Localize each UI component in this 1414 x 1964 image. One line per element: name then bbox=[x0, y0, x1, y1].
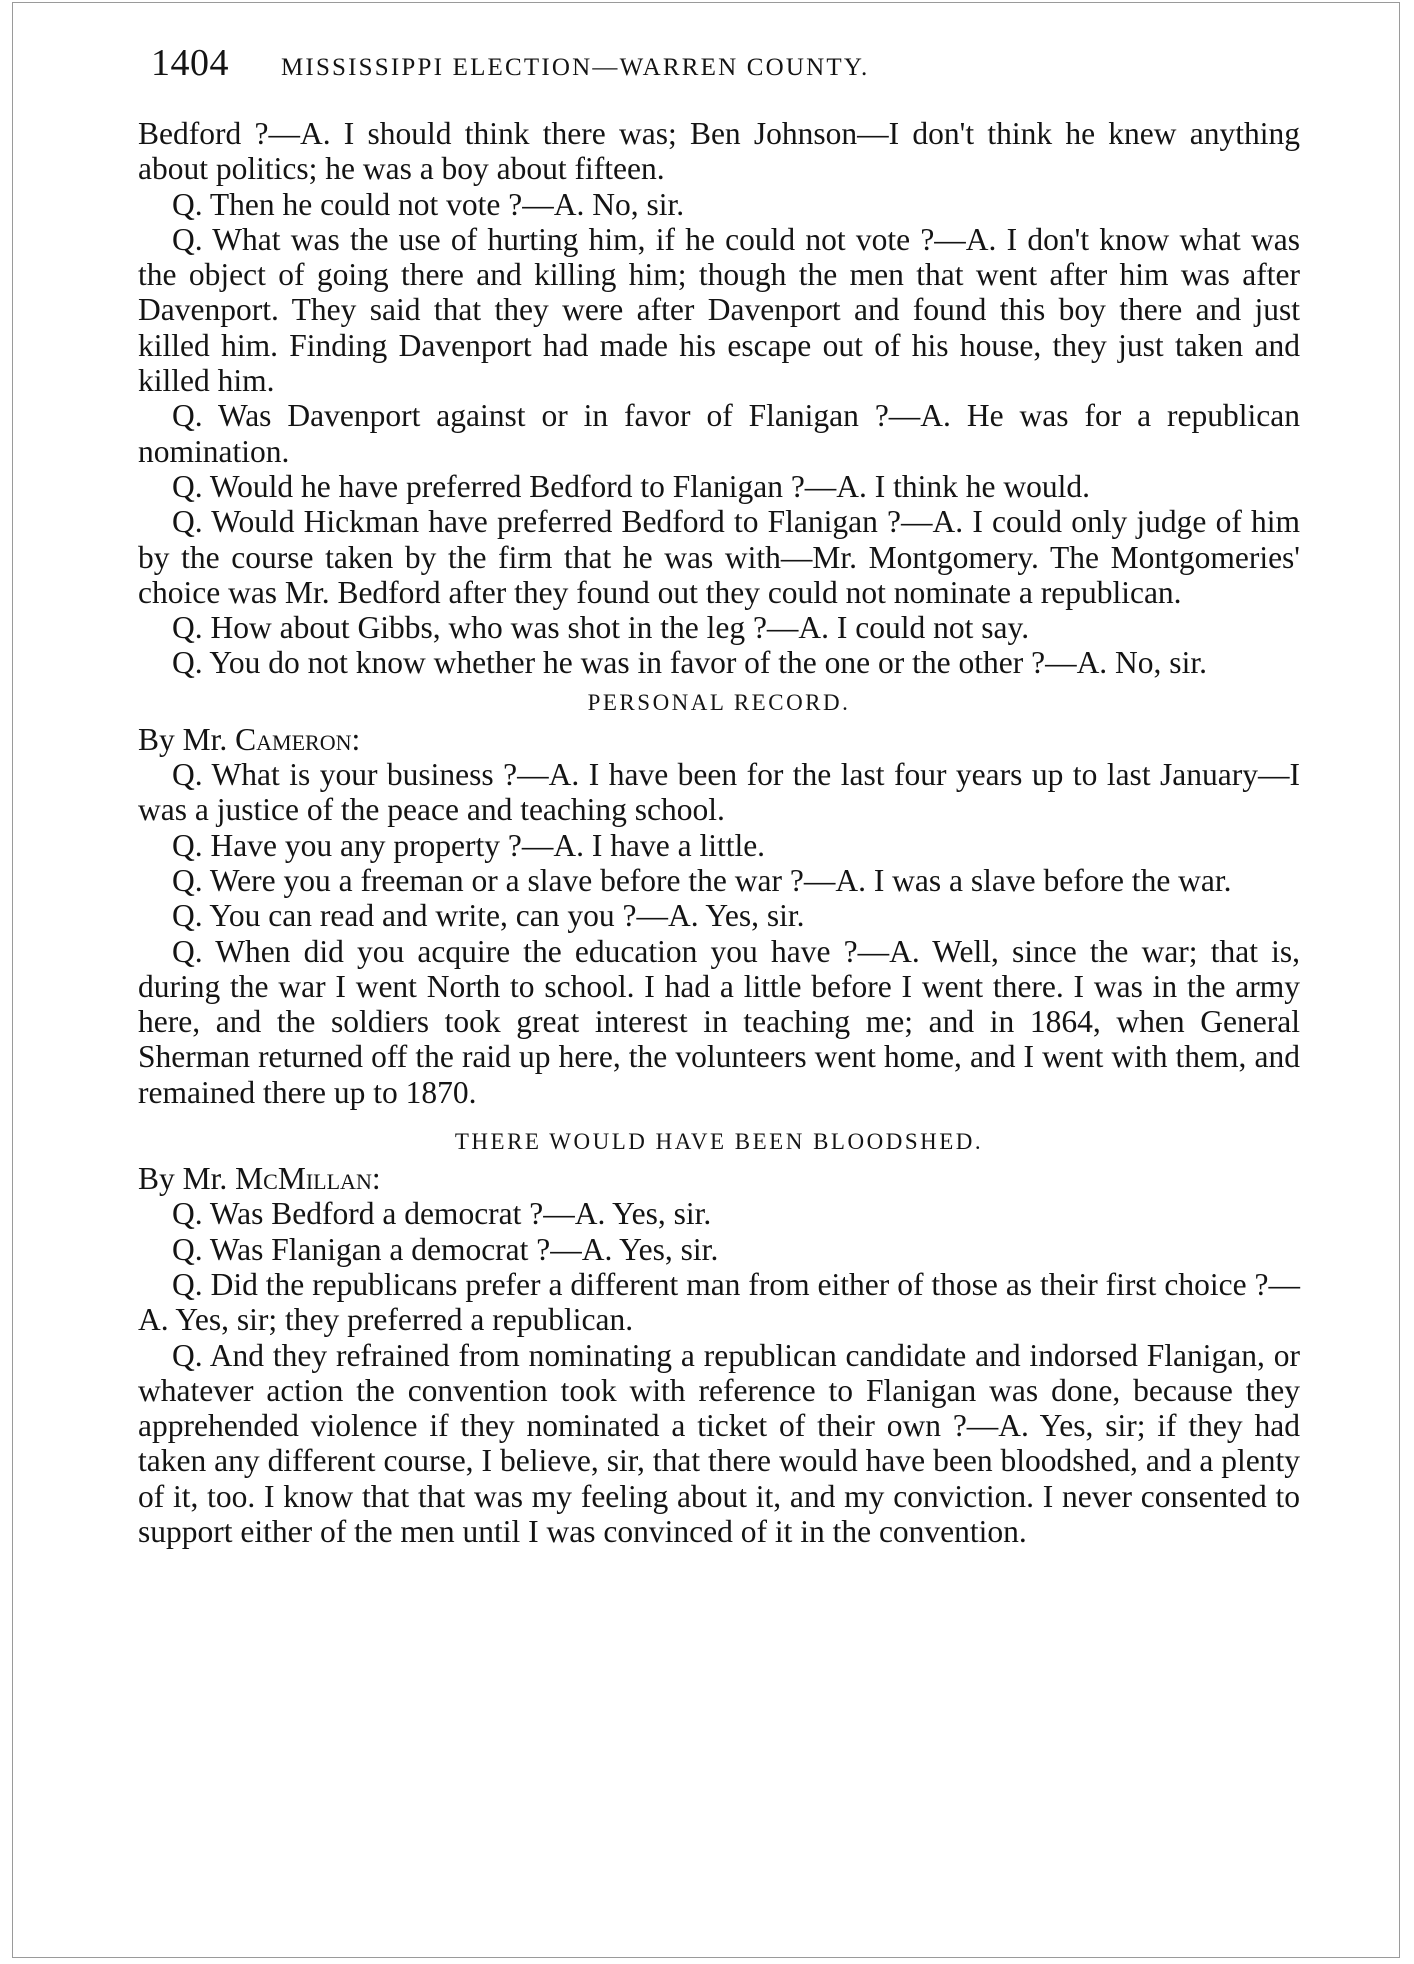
paragraph: Q. Would he have preferred Bedford to Flanigan ?—A. I think he would. bbox=[172, 468, 1091, 504]
paragraph: Q. What is your business ?—A. I have been for the last four years up to last January—I was a justice of the peace and teaching school. bbox=[138, 757, 1300, 828]
section-heading-personal-record: PERSONAL RECORD. bbox=[587, 689, 851, 715]
paragraph: Q. Were you a freeman or a slave before the war ?—A. I was a slave before the war. bbox=[172, 862, 1232, 898]
section-heading-bloodshed: THERE WOULD HAVE BEEN BLOODSHED. bbox=[454, 1129, 984, 1155]
examiner-line bbox=[138, 722, 1300, 757]
paragraph: Bedford ?—A. I should think there was; Ben Johnson—I don't think he knew anything about politics; he was a boy about fifteen. bbox=[138, 116, 1300, 187]
paragraph: Q. And they refrained from nominating a republican candidate and indorsed Flanigan, or whatever action the convention took with reference to Flanigan was done, because they apprehended violence if they nominated a ticket of their own ?—A. Yes, sir; if they had taken any different course, I believe, sir, that there would have been bloodshed, and a plenty of it, too. I know that that was my feeling about it, and my conviction. I never consented to support either of the men until I was convinced of it in the convention. bbox=[138, 1337, 1300, 1549]
testimony-section-3 bbox=[138, 1196, 1300, 1549]
page-number: 1404 bbox=[151, 42, 229, 84]
examiner-name: Cameron bbox=[235, 721, 352, 757]
paragraph: Q. You can read and write, can you ?—A. Yes, sir. bbox=[172, 898, 805, 934]
document-body bbox=[138, 116, 1300, 1549]
paragraph: Q. Was Davenport against or in favor of Flanigan ?—A. He was for a republican nomination. bbox=[138, 398, 1300, 469]
paragraph: Q. Did the republicans prefer a different man from either of those as their first choice ?—A. Yes, sir; they preferred a republican. bbox=[138, 1266, 1300, 1338]
paragraph: Q. Have you any property ?—A. I have a little. bbox=[172, 827, 766, 863]
paragraph: Q. What was the use of hurting him, if he could not vote ?—A. I don't know what was the object of going there and killing him; though the men that went after him was after Davenport. They said that they were after Davenport and found this boy there and just killed him. Finding Davenport had made his escape out of his house, they just taken and killed him. bbox=[138, 221, 1300, 399]
examiner-prefix: By Mr. bbox=[138, 721, 228, 757]
paragraph: Q. How about Gibbs, who was shot in the leg ?—A. I could not say. bbox=[172, 610, 1030, 646]
paragraph: Q. Then he could not vote ?—A. No, sir. bbox=[172, 186, 685, 222]
examiner-suffix: : bbox=[371, 1161, 381, 1197]
examiner-prefix: By Mr. bbox=[138, 1161, 228, 1197]
paragraph: Q. You do not know whether he was in favor of the one or the other ?—A. No, sir. bbox=[172, 645, 1207, 681]
paragraph: Q. Was Bedford a democrat ?—A. Yes, sir. bbox=[172, 1196, 712, 1232]
paragraph: Q. Was Flanigan a democrat ?—A. Yes, sir. bbox=[172, 1231, 719, 1267]
paragraph: Q. Would Hickman have preferred Bedford to Flanigan ?—A. I could only judge of him by the course taken by the firm that he was with—Mr. Montgomery. The Montgomeries' choice was Mr. Bedford after they found out they could not nominate a republican. bbox=[138, 504, 1300, 610]
paragraph: Q. When did you acquire the education you have ?—A. Well, since the war; that is, during the war I went North to school. I had a little before I went there. I was in the army here, and the soldiers took great interest in teaching me; and in 1864, when General Sherman returned off the raid up here, the volunteers went home, and I went with them, and remained there up to 1870. bbox=[138, 933, 1300, 1110]
examiner-line bbox=[138, 1161, 1300, 1196]
page-header bbox=[151, 41, 1311, 85]
examiner-name: McMillan bbox=[235, 1161, 372, 1197]
testimony-section-1 bbox=[138, 116, 1300, 681]
examiner-suffix: : bbox=[351, 721, 361, 757]
running-head: MISSISSIPPI ELECTION—WARREN COUNTY. bbox=[281, 54, 870, 81]
testimony-section-2 bbox=[138, 757, 1300, 1110]
